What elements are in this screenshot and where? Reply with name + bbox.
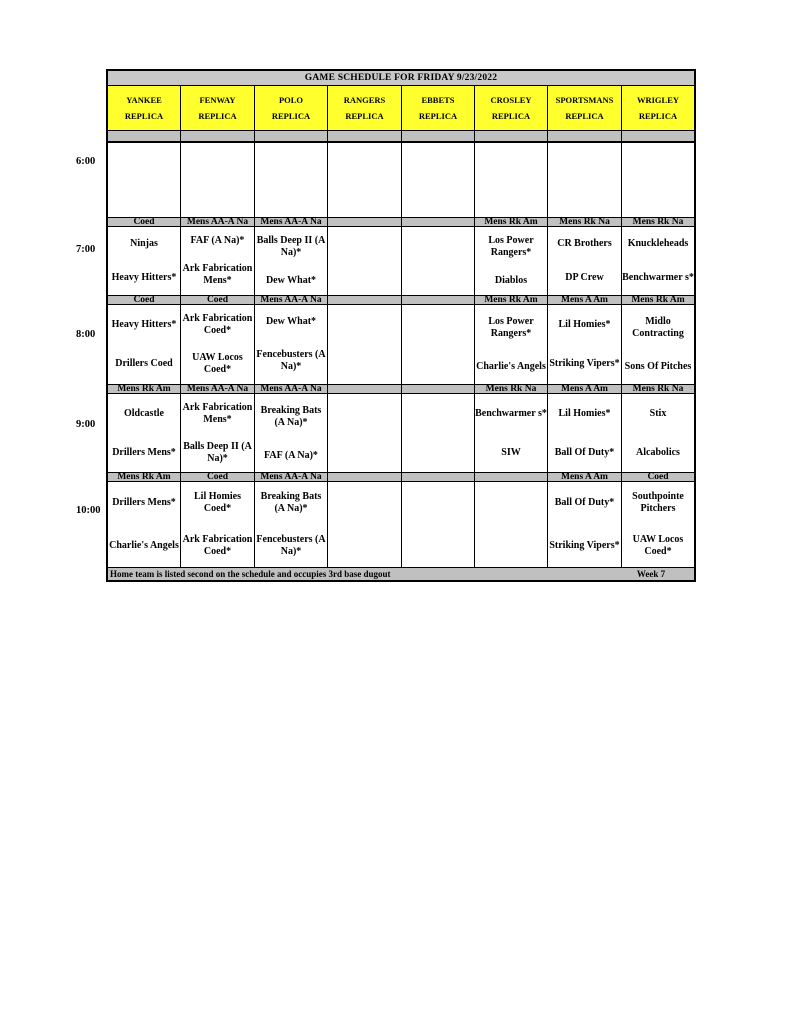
- title-row: [108, 71, 694, 86]
- division-row: [108, 295, 694, 305]
- field-slot-cell: [181, 305, 255, 384]
- field-slot-cell: [255, 394, 328, 472]
- field-slot-cell: [548, 227, 622, 295]
- division-label: Coed: [181, 295, 255, 305]
- team-name: Ark Fabrication Mens*: [182, 263, 253, 286]
- field-slot-cell: [622, 305, 694, 384]
- schedule-title: GAME SCHEDULE FOR FRIDAY 9/23/2022: [108, 71, 694, 86]
- field-slot-cell: [548, 305, 622, 384]
- slot-body-row: [108, 305, 694, 384]
- division-label: Mens AA-A Na: [255, 384, 328, 394]
- team-name: Drillers Mens*: [112, 497, 176, 509]
- field-slot-cell: [622, 482, 694, 567]
- field-name: CROSLEY: [490, 95, 532, 105]
- header-spacer-cell: [622, 131, 694, 141]
- time-label: 7:00: [76, 244, 96, 255]
- division-label: Mens AA-A Na: [181, 384, 255, 394]
- division-row: [108, 217, 694, 227]
- footer-row: [108, 567, 694, 580]
- team-name: Charlie's Angels: [476, 361, 546, 373]
- division-label: Mens Rk Am: [475, 217, 548, 227]
- division-label: [328, 295, 402, 305]
- team-name: Heavy Hitters*: [111, 272, 177, 283]
- field-header-crosley: [475, 86, 548, 130]
- division-label: [328, 384, 402, 394]
- team-name: Diablos: [494, 275, 528, 286]
- division-label: Mens Rk Am: [108, 472, 181, 482]
- team-name: Knuckleheads: [627, 238, 689, 249]
- field-slot-cell: [402, 143, 475, 219]
- field-slot-cell: [622, 227, 694, 295]
- time-label: 6:00: [76, 156, 96, 167]
- field-slot-cell: [181, 482, 255, 567]
- field-slot-cell: [402, 482, 475, 567]
- team-name: Los Power Rangers*: [488, 235, 534, 258]
- team-name: Breaking Bats (A Na)*: [260, 404, 322, 428]
- field-slot-cell: [402, 394, 475, 472]
- team-name: Heavy Hitters*: [111, 318, 177, 330]
- field-slot-cell: [402, 305, 475, 384]
- team-name: UAW Locos Coed*: [632, 533, 684, 557]
- division-label: [328, 217, 402, 227]
- division-label: [402, 295, 475, 305]
- division-label: [402, 217, 475, 227]
- team-name: Striking Vipers*: [549, 358, 620, 370]
- team-name: Drillers Coed: [115, 358, 173, 370]
- header-spacer-cell: [328, 131, 402, 141]
- division-label: Mens Rk Na: [622, 217, 694, 227]
- field-sub: REPLICA: [565, 111, 604, 121]
- field-slot-cell: [108, 482, 181, 567]
- field-slot-cell: [328, 143, 402, 219]
- field-sub: REPLICA: [638, 111, 678, 121]
- team-name: Ark Fabrication Coed*: [182, 312, 253, 336]
- field-name: RANGERS: [343, 95, 386, 105]
- team-name: Southpointe Pitchers: [632, 491, 684, 515]
- field-sub: REPLICA: [418, 111, 458, 121]
- field-slot-cell: [181, 143, 255, 219]
- field-slot-cell: [475, 143, 548, 219]
- field-name: SPORTSMANS: [555, 95, 614, 105]
- team-name: Alcabolics: [636, 446, 680, 458]
- field-slot-cell: [475, 227, 548, 295]
- team-name: Lil Homies Coed*: [194, 491, 241, 515]
- field-sub: REPLICA: [491, 111, 531, 121]
- team-name: Lil Homies*: [558, 407, 611, 419]
- field-slot-cell: [622, 143, 694, 219]
- field-header-polo: [255, 86, 328, 130]
- team-name: DP Crew: [565, 272, 604, 283]
- division-label: Mens AA-A Na: [255, 295, 328, 305]
- field-name: WRIGLEY: [636, 95, 680, 105]
- field-header-rangers: [328, 86, 402, 130]
- team-name: Ball Of Duty*: [554, 446, 615, 458]
- division-label: Mens Rk Na: [475, 384, 548, 394]
- field-name: FENWAY: [199, 95, 236, 105]
- field-sub: REPLICA: [271, 111, 311, 121]
- division-label: [402, 472, 475, 482]
- field-slot-cell: [475, 482, 548, 567]
- division-label: Coed: [181, 472, 255, 482]
- header-spacer-cell: [548, 131, 622, 141]
- header-spacer-cell: [475, 131, 548, 141]
- division-row: [108, 384, 694, 394]
- team-name: Ark Fabrication Mens*: [182, 401, 253, 425]
- division-label: Coed: [108, 217, 181, 227]
- division-label: [475, 472, 548, 482]
- division-label: Mens A Am: [548, 384, 622, 394]
- team-name: Striking Vipers*: [549, 539, 620, 551]
- team-name: Balls Deep II (A Na)*: [256, 235, 326, 258]
- slot-body-row: [108, 141, 694, 219]
- field-slot-cell: [255, 143, 328, 219]
- field-slot-cell: [475, 394, 548, 472]
- division-label: Mens Rk Na: [548, 217, 622, 227]
- team-name: Benchwarmer s*: [622, 272, 694, 283]
- field-slot-cell: [328, 305, 402, 384]
- field-header-fenway: [181, 86, 255, 130]
- field-slot-cell: [548, 482, 622, 567]
- field-slot-cell: [328, 482, 402, 567]
- division-label: Mens Rk Am: [108, 384, 181, 394]
- field-sub: REPLICA: [198, 111, 237, 121]
- field-name: EBBETS: [421, 95, 455, 105]
- field-slot-cell: [328, 394, 402, 472]
- team-name: Benchwarmer s*: [475, 407, 547, 419]
- field-sub: REPLICA: [124, 111, 164, 121]
- team-name: Ball Of Duty*: [554, 497, 615, 509]
- team-name: Oldcastle: [124, 407, 164, 419]
- field-slot-cell: [622, 394, 694, 472]
- header-spacer-cell: [255, 131, 328, 141]
- team-name: Dew What*: [265, 275, 317, 286]
- field-slot-cell: [108, 227, 181, 295]
- team-name: Fencebusters (A Na)*: [256, 533, 326, 557]
- field-header-wrigley: [622, 86, 694, 130]
- field-header-row: [108, 86, 694, 130]
- division-label: Mens Rk Am: [475, 295, 548, 305]
- field-slot-cell: [108, 143, 181, 219]
- team-name: Los Power Rangers*: [488, 315, 534, 339]
- time-label: 10:00: [76, 505, 101, 516]
- division-label: Mens Rk Na: [622, 384, 694, 394]
- field-header-ebbets: [402, 86, 475, 130]
- division-label: Mens A Am: [548, 295, 622, 305]
- field-slot-cell: [181, 227, 255, 295]
- field-slot-cell: [108, 394, 181, 472]
- team-name: UAW Locos Coed*: [192, 352, 243, 376]
- field-sub: REPLICA: [345, 111, 384, 121]
- field-slot-cell: [548, 143, 622, 219]
- division-label: Mens AA-A Na: [181, 217, 255, 227]
- division-label: Coed: [622, 472, 694, 482]
- header-spacer-cell: [402, 131, 475, 141]
- team-name: Charlie's Angels: [109, 539, 179, 551]
- division-label: Mens Rk Am: [622, 295, 694, 305]
- field-slot-cell: [181, 394, 255, 472]
- division-label: [402, 384, 475, 394]
- team-name: FAF (A Na)*: [264, 449, 318, 461]
- field-slot-cell: [255, 227, 328, 295]
- team-name: Ark Fabrication Coed*: [182, 533, 253, 557]
- footer-week: Week 7: [608, 567, 694, 580]
- schedule-table: [106, 69, 696, 582]
- division-label: Mens AA-A Na: [255, 217, 328, 227]
- header-spacer-cell: [108, 131, 181, 141]
- time-label: 9:00: [76, 419, 96, 430]
- field-slot-cell: [548, 394, 622, 472]
- slot-body-row: [108, 482, 694, 567]
- field-slot-cell: [475, 305, 548, 384]
- field-slot-cell: [255, 482, 328, 567]
- team-name: Balls Deep II (A Na)*: [183, 440, 252, 464]
- team-name: Midlo Contracting: [632, 315, 684, 339]
- team-name: Ninjas: [130, 238, 158, 249]
- team-name: FAF (A Na)*: [190, 235, 245, 246]
- division-label: Coed: [108, 295, 181, 305]
- field-slot-cell: [328, 227, 402, 295]
- team-name: Sons Of Pitches: [624, 361, 692, 373]
- team-name: Drillers Mens*: [112, 446, 176, 458]
- division-row: [108, 472, 694, 482]
- division-label: [328, 472, 402, 482]
- team-name: Fencebusters (A Na)*: [256, 349, 326, 373]
- team-name: SIW: [501, 446, 521, 458]
- field-slot-cell: [108, 305, 181, 384]
- slot-body-row: [108, 227, 694, 295]
- team-name: Stix: [649, 407, 667, 419]
- field-name: POLO: [278, 95, 304, 105]
- team-name: Dew What*: [265, 315, 317, 327]
- field-header-sportsmans: [548, 86, 622, 130]
- team-name: Breaking Bats (A Na)*: [260, 491, 322, 515]
- field-slot-cell: [402, 227, 475, 295]
- team-name: CR Brothers: [557, 238, 612, 249]
- slot-body-row: [108, 394, 694, 472]
- field-name: YANKEE: [126, 95, 162, 105]
- footer-note: Home team is listed second on the schedule and occupies 3rd base dugout: [108, 567, 608, 580]
- field-slot-cell: [255, 305, 328, 384]
- time-label: 8:00: [76, 329, 96, 340]
- field-header-yankee: [108, 86, 181, 130]
- division-label: Mens A Am: [548, 472, 622, 482]
- team-name: Lil Homies*: [558, 318, 611, 330]
- header-spacer-cell: [181, 131, 255, 141]
- division-label: Mens AA-A Na: [255, 472, 328, 482]
